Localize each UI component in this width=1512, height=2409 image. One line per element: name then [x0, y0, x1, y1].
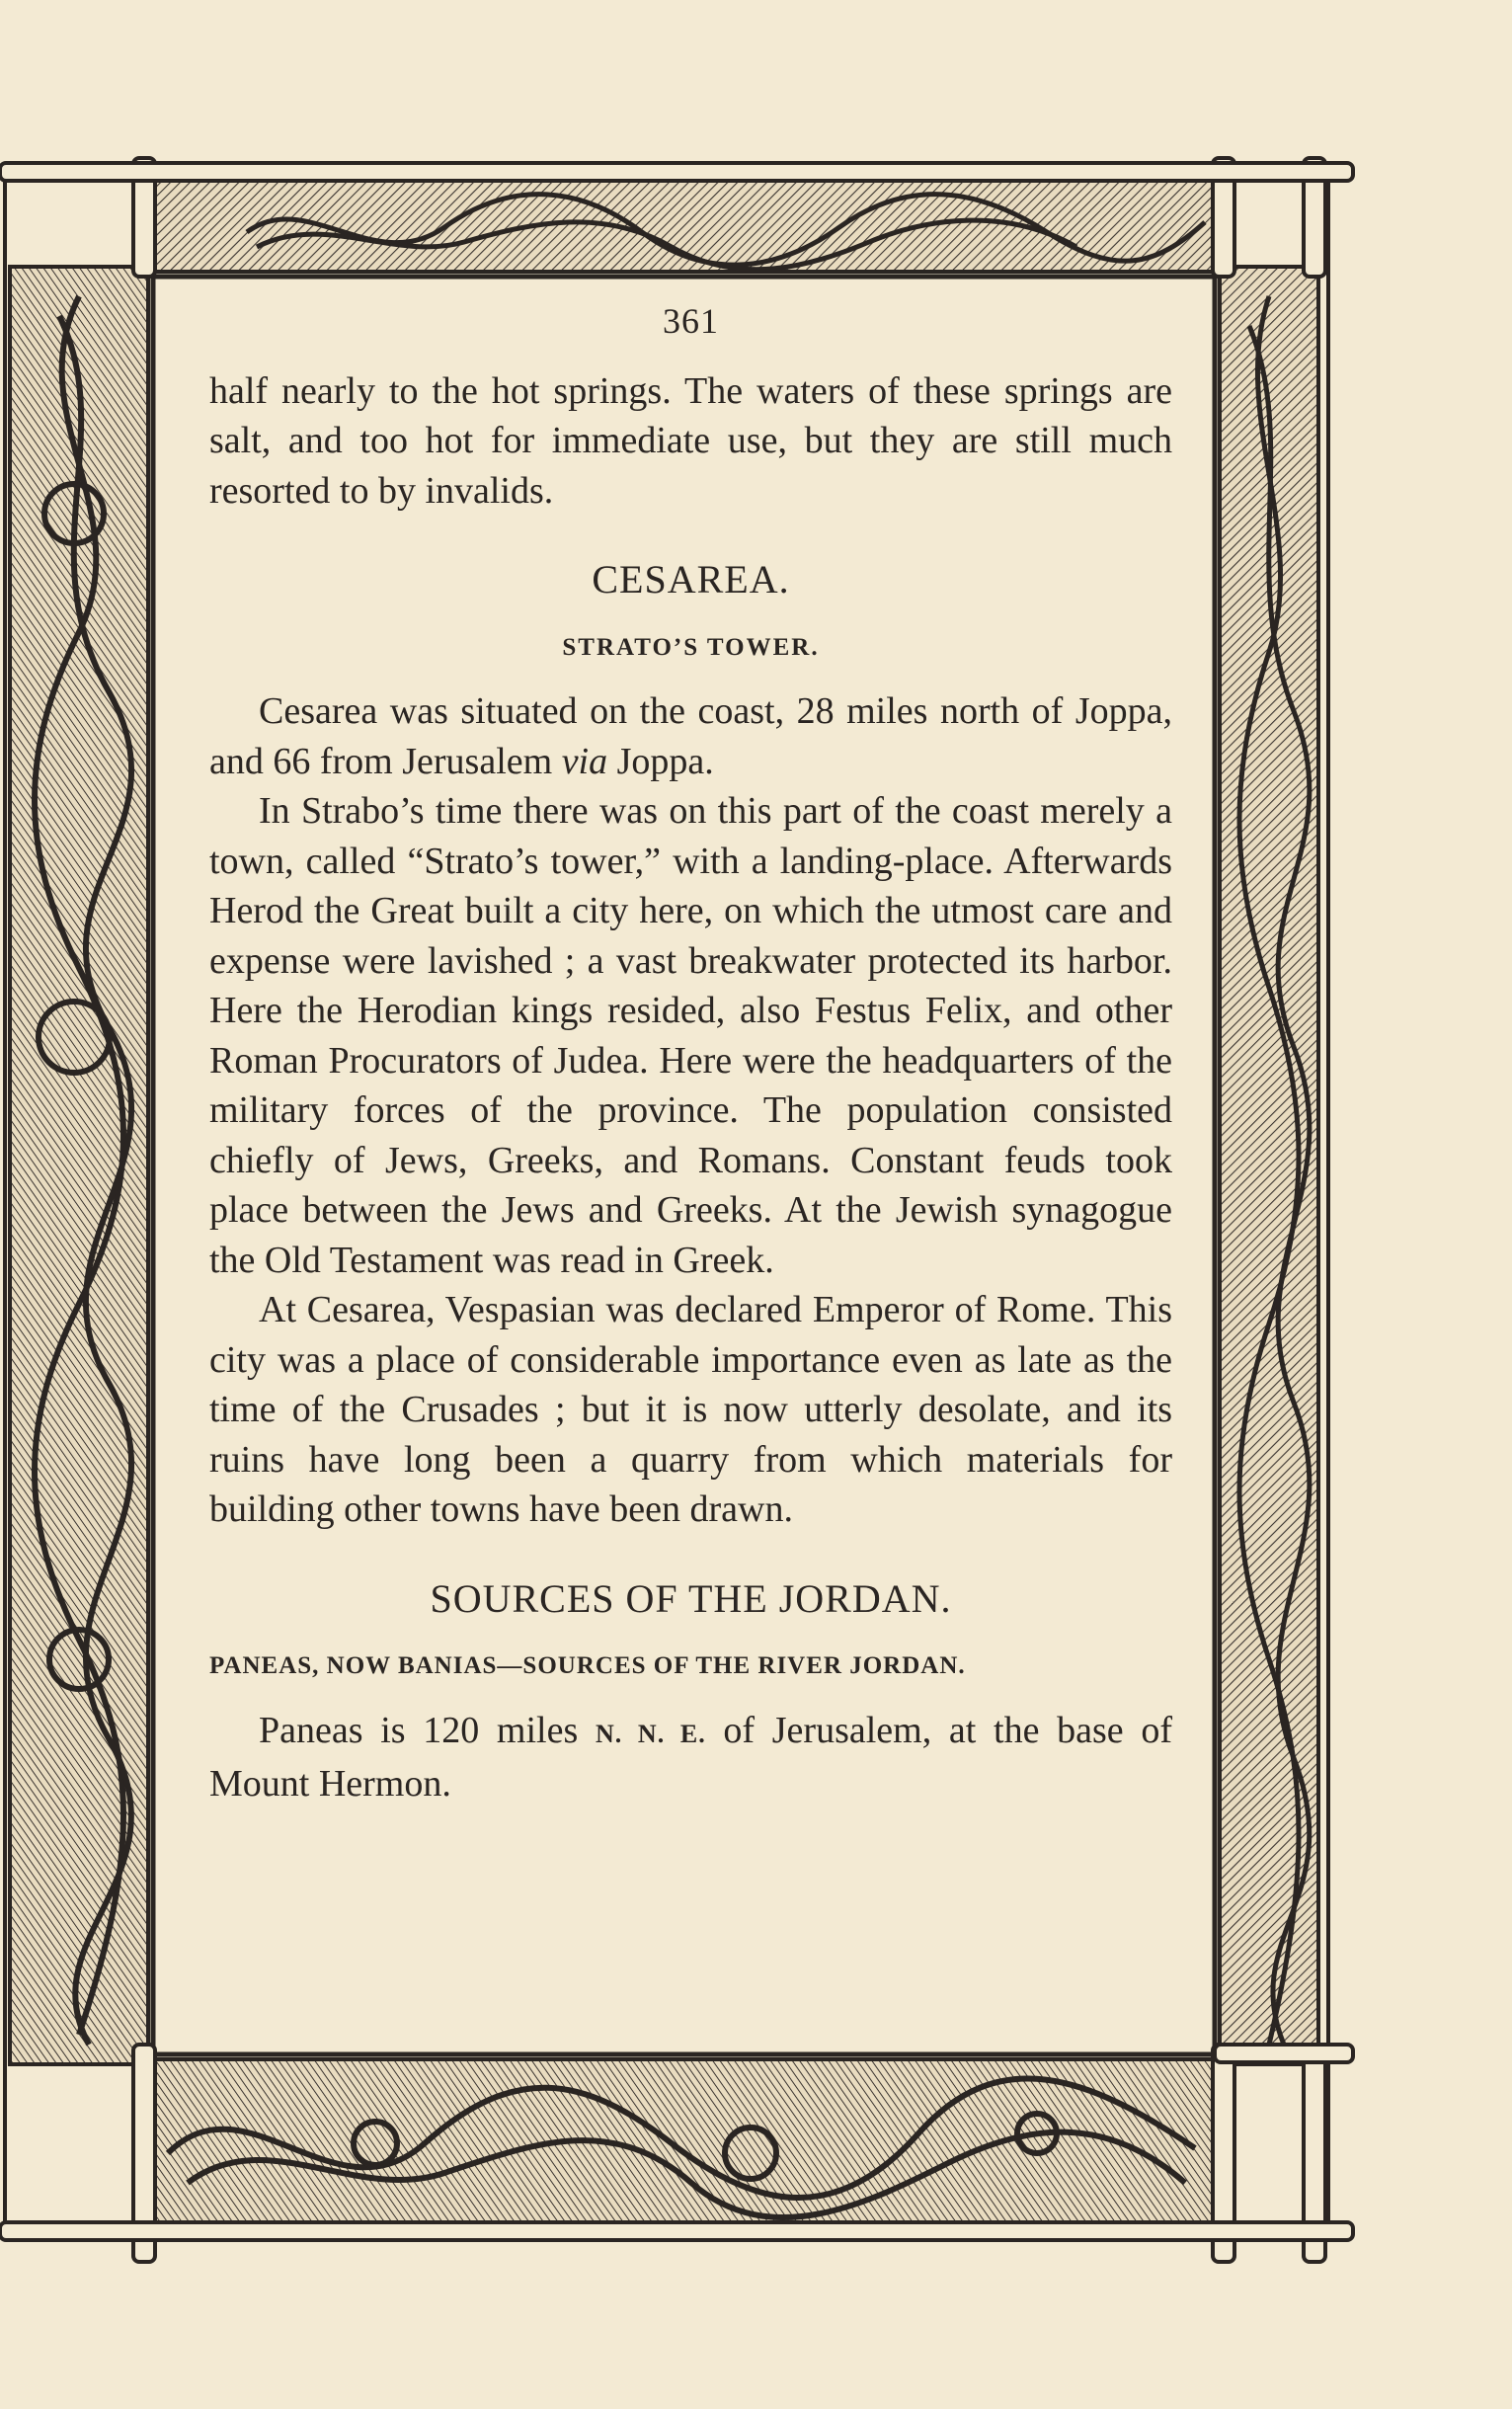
cesarea-paragraph-2: In Strabo’s time there was on this part of the coast merely a town, called “Strato’s tower,” with a landing-place. Afterwards Herod the Great built a city here, on which the utmost care and expense were lavished ; a vast breakwater protected its harbor. Here the Herodian kings resided, also Festus Felix, and other Roman Procurators of Judea. Here were the headquarters of the military forces of the province. The population consisted chiefly of Jews, Greeks, and Romans. Constant feuds took place between the Jews and Greeks. At the Jewish synagogue the Old Testament was read in Greek. [209, 790, 1172, 1281]
jordan-paragraph-1 [209, 1706, 1172, 1809]
text-run: of Jerusalem, at the base of Mount Hermon. [209, 1709, 1172, 1805]
text-run: Cesarea was situated on the coast, 28 miles north of Joppa, and 66 from Jerusalem [209, 690, 1172, 782]
cesarea-paragraph-1 [209, 686, 1172, 786]
cesarea-paragraph-3: At Cesarea, Vespasian was declared Emperor of Rome. This city was a place of considerable importance even as late as the time of the Crusades ; but it is now utterly desolate, and its ruins have long been a quarry from which materials for building other towns have been drawn. [209, 1289, 1172, 1530]
section-subheading-cesarea: STRATO’S TOWER. [562, 633, 820, 661]
page-text [209, 296, 1172, 1809]
direction-abbrev: N. N. E. [595, 1719, 706, 1748]
text-run: Paneas is 120 miles [259, 1709, 596, 1751]
intro-paragraph: half nearly to the hot springs. The waters of these springs are salt, and too hot for immediate use, but they are still much resorted to by invalids. [209, 369, 1172, 512]
section-heading-cesarea: CESAREA. [592, 557, 790, 602]
text-run: Joppa. [607, 740, 714, 782]
section-subheading-jordan: PANEAS, NOW BANIAS—SOURCES OF THE RIVER JORDAN. [209, 1652, 966, 1679]
italic-word: via [561, 740, 608, 782]
page-number: 361 [663, 301, 719, 341]
section-heading-jordan: SOURCES OF THE JORDAN. [430, 1575, 952, 1621]
